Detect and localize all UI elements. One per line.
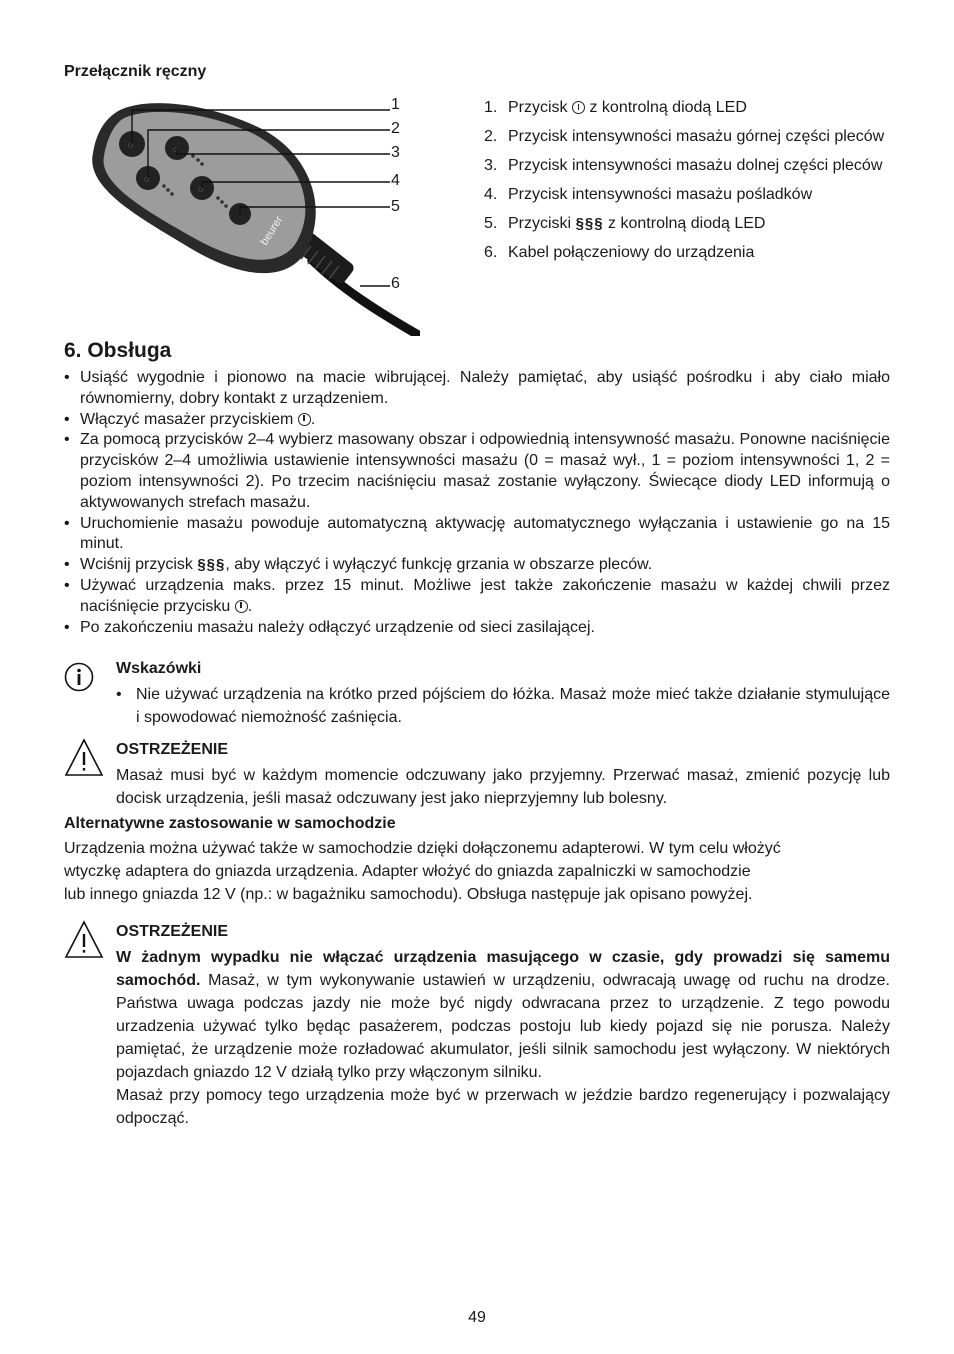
car-use-text: Urządzenia można używać także w samochodzie dzięki dołączonemu adapterowi. W tym celu włożyć wtyczkę adaptera do gniazda urządzenia. Adapter włożyć do gniazda zapalniczki w samochodzie lub innego gniazda 12 V (np.: w bagażniku samochodu). Obsługa następuje jak opisano powyżej. <box>64 840 781 903</box>
remote-control-illustration <box>90 98 420 336</box>
callout-2: 2 <box>391 120 400 137</box>
list-item: 1. Przycisk z kontrolną diodą LED <box>484 99 747 116</box>
callout-6: 6 <box>391 275 400 292</box>
tips-title: Wskazówki <box>116 660 202 677</box>
list-item: • Po zakończeniu masażu należy odłączyć urządzenie od sieci zasilającej. <box>64 618 595 636</box>
callout-5: 5 <box>391 198 400 215</box>
warning-title: OSTRZEŻENIE <box>116 923 229 940</box>
list-item: • Nie używać urządzenia na krótko przed pójściem do łóżka. Masaż może mieć także działanie stymulujące i spowodować niemożność zaśnięcia. <box>116 686 890 726</box>
tips-block <box>64 658 890 728</box>
svg-text:◌: ◌ <box>128 140 134 150</box>
list-item: 4. Przycisk intensywności masażu pośladków <box>484 186 813 203</box>
info-icon <box>64 662 94 692</box>
power-icon <box>235 600 248 613</box>
callout-4: 4 <box>391 172 400 189</box>
list-item: • Włączyć masażer przyciskiem . <box>64 410 316 428</box>
page-number: 49 <box>468 1309 486 1326</box>
power-icon <box>572 101 585 114</box>
svg-text:◌: ◌ <box>198 184 204 194</box>
warning-text: Masaż musi być w każdym momencie odczuwany jako przyjemny. Przerwać masaż, zmienić pozycję lub docisk urządzenia, jeśli masaż odczuwany jest jako nieprzyjemny lub bolesny. <box>116 767 890 807</box>
warning-icon <box>64 920 104 960</box>
warning-text: W żadnym wypadku nie włączać urządzenia masującego w czasie, gdy prowadzi się samemu samochód. Masaż, w tym wykonywanie ustawień w urządzeniu, odwracają uwagę od ruchu na drodze. Państwa uwaga podczas jazdy nie może być nigdy odwracana przez to urządzenie. Z tego powodu urzadzenia używać tylko będąc pasażerem, podczas postoju lub kiedy pojazd się nie porusza. Należy pamiętać, że urządzenie może rozładować akumulator, jeśli silnik samochodu jest wyłączony. W niektórych pojazdach gniazdo 12 V działą tylko przy włączonym silniku. Masaż przy pomocy tego urządzenia może być w przerwach w jeździe bardzo regenerujący i pozwalający odpocząć. <box>116 949 890 1127</box>
list-item: 3. Przycisk intensywności masażu dolnej części pleców <box>484 157 883 174</box>
warning-icon <box>64 738 104 778</box>
operation-bullets <box>64 368 890 638</box>
svg-text:◌: ◌ <box>144 174 150 184</box>
list-item: • Usiąść wygodnie i pionowo na macie wibrującej. Należy pamiętać, aby usiąść pośrodku i aby ciało miało równomierny, dobry kontakt z urządzeniem. <box>64 369 890 407</box>
warning-block <box>64 920 890 1140</box>
warning-title: OSTRZEŻENIE <box>116 741 229 758</box>
svg-text:◌: ◌ <box>173 144 179 154</box>
brand-logo: beurer <box>258 214 286 248</box>
list-item: • Wciśnij przycisk §§§, aby włączyć i wyłączyć funkcję grzania w obszarze pleców. <box>64 555 890 576</box>
heat-icon: §§§ <box>197 556 226 574</box>
list-item: 6. Kabel połączeniowy do urządzenia <box>484 244 755 261</box>
warning-block <box>64 738 890 808</box>
heat-icon: §§§ <box>575 215 604 232</box>
figure-heading: Przełącznik ręczny <box>64 63 207 80</box>
power-icon <box>298 413 311 426</box>
callout-1: 1 <box>391 96 400 113</box>
section-title: 6. Obsługa <box>64 339 172 362</box>
component-list <box>484 97 904 271</box>
list-item: • Za pomocą przycisków 2–4 wybierz masowany obszar i odpowiednią intensywność masażu. Ponowne naciśnięcie przycisków 2–4 umożliwia ustawienie intensywności masażu (0 = masaż wył., 1 = poziom intensywności 1, 2 = poziom intensywności 2). Po trzecim naciśnięciu masaż zostanie wyłączony. Świecące diody LED informują o aktywowanych strefach masażu. <box>64 431 890 511</box>
list-item: • Uruchomienie masażu powoduje automatyczną aktywację automatycznego wyłączania i ustawienie go na 15 minut. <box>64 514 890 553</box>
callout-3: 3 <box>391 144 400 161</box>
list-item: 2. Przycisk intensywności masażu górnej części pleców <box>484 128 885 145</box>
list-item: 5. Przyciski §§§ z kontrolną diodą LED <box>484 213 904 235</box>
list-item: • Używać urządzenia maks. przez 15 minut. Możliwe jest także zakończenie masażu w każdej chwili przez naciśnięcie przycisku . <box>64 576 890 615</box>
car-use-title: Alternatywne zastosowanie w samochodzie <box>64 815 396 832</box>
